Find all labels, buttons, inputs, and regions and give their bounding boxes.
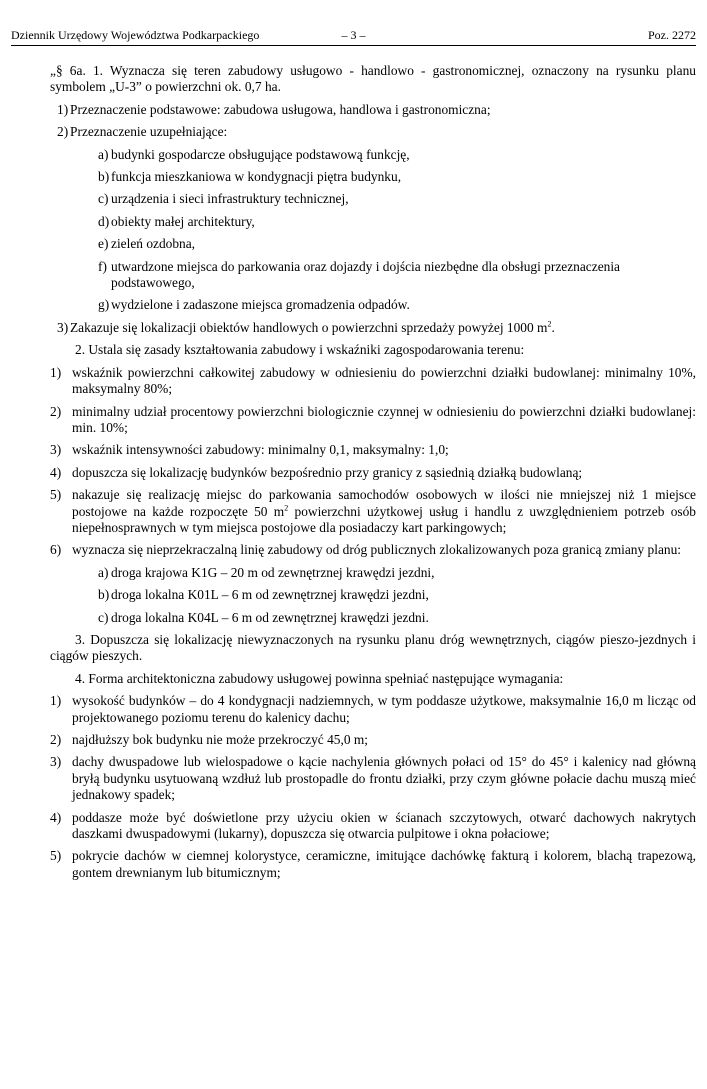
item-number: 4)	[50, 464, 62, 480]
item-number: 4)	[50, 809, 62, 825]
list-item	[50, 848, 696, 881]
item-text: najdłuższy bok budynku nie może przekroczyć 45,0 m;	[72, 732, 368, 747]
sub-item-text: funkcja mieszkaniowa w kondygnacji piętra budynku,	[111, 169, 402, 185]
sub-item	[50, 297, 696, 313]
sub-item	[50, 191, 696, 207]
sub-item-letter: a)	[98, 146, 109, 162]
item-number: 6)	[50, 542, 62, 558]
item-text: wyznacza się nieprzekraczalną linię zabudowy od dróg publicznych zlokalizowanych poza granicą zmiany planu:	[72, 542, 682, 558]
list-item	[50, 810, 696, 843]
sub-item-letter: c)	[98, 609, 109, 625]
sub-item-text: droga krajowa K1G – 20 m od zewnętrznej krawędzi jezdni,	[111, 564, 435, 580]
item-number: 2)	[50, 732, 62, 747]
position-number: Poz. 2272	[648, 28, 696, 42]
paragraph-intro: „§ 6a. 1. Wyznacza się teren zabudowy usługowo - handlowo - gastronomicznej, oznaczony na rysunku planu symbolem „U-3” o powierzchni ok. 0,7 ha.	[50, 63, 696, 95]
journal-title: Dziennik Urzędowy Województwa Podkarpackiego	[11, 28, 260, 42]
item-text: minimalny udział procentowy powierzchni biologicznie czynnej w odniesieniu do powierzchni działki budowlanej: min. 10%;	[72, 403, 696, 435]
paragraph-4: 4. Forma architektoniczna zabudowy usługowej powinna spełniać następujące wymagania:	[75, 670, 564, 686]
sub-item-letter: g)	[98, 297, 110, 313]
item-text: Przeznaczenie podstawowe: zabudowa usługowa, handlowa i gastronomiczna;	[70, 101, 491, 117]
sub-item-text: budynki gospodarcze obsługujące podstawową funkcję,	[111, 146, 410, 162]
superscript: 2	[284, 503, 289, 513]
sub-item-letter: e)	[98, 236, 109, 252]
item-number: 1)	[50, 364, 62, 380]
sub-item-letter: a)	[98, 564, 109, 580]
item-number: 5)	[50, 848, 62, 864]
paragraph-3: 3. Dopuszcza się lokalizację niewyznaczonych na rysunku planu dróg wewnętrznych, ciągów pieszo-jezdnych i ciągów pieszych.	[50, 631, 696, 664]
list-item	[50, 404, 696, 437]
sub-item-letter: b)	[98, 587, 110, 603]
item-text: Przeznaczenie uzupełniające:	[70, 124, 228, 140]
item-number: 3)	[50, 442, 62, 458]
list-item	[50, 124, 696, 140]
sub-item-text: obiekty małej architektury,	[111, 213, 255, 229]
sub-item	[50, 169, 696, 185]
item-number: 3)	[50, 754, 62, 770]
item-number: 5)	[50, 487, 62, 503]
item-text: wysokość budynków – do 4 kondygnacji nadziemnych, w tym poddasze użytkowe, maksymalnie 16,0 m licząc od projektowanego poziomu terenu do kalenicy dachu;	[72, 693, 696, 725]
item-text: poddasze może być doświetlone przy użyciu okien w ścianach szczytowych, otwarć dachowych nakrytych daszkami dwuspadowymi (lukarny), dopuszcza się otwarcia pulpitowe i okna połaciowe;	[72, 809, 696, 842]
item-text: nakazuje się realizację miejsc do parkowania samochodów osobowych w ilości nie mniejszej niż 1 miejsce postojowe na każde rozpoczęte 50 m	[72, 487, 696, 519]
item-text: wskaźnik powierzchni całkowitej zabudowy w odniesieniu do powierzchni działki budowlanej: minimalny 10%, maksymalny 80%;	[72, 364, 696, 397]
sub-item	[50, 147, 696, 163]
item-number: 2)	[57, 124, 69, 140]
sub-item	[50, 610, 696, 626]
sub-item-text: urządzenia i sieci infrastruktury technicznej,	[111, 191, 349, 207]
header-rule	[11, 45, 696, 46]
sub-item	[50, 565, 696, 581]
page-number: – 3 –	[341, 28, 366, 42]
sub-item-letter: d)	[98, 213, 110, 229]
sub-item	[50, 214, 696, 230]
list-item	[50, 102, 696, 118]
list-item	[50, 365, 696, 398]
item-text: pokrycie dachów w ciemnej kolorystyce, ceramiczne, imitujące dachówkę fakturą i kolorem, blachą trapezową, gontem drewnianym lub bitumicznym;	[72, 848, 696, 880]
sub-item	[50, 259, 696, 292]
sub-item-text: wydzielone i zadaszone miejsca gromadzenia odpadów.	[111, 297, 410, 313]
sub-item	[50, 236, 696, 252]
list-item	[50, 542, 696, 558]
sub-item-letter: c)	[98, 191, 109, 207]
list-item	[50, 320, 696, 336]
item-text: Zakazuje się lokalizacji obiektów handlowych o powierzchni sprzedaży powyżej 1000 m	[70, 319, 548, 335]
item-text-tail: .	[551, 319, 555, 335]
paragraph-2: 2. Ustala się zasady kształtowania zabudowy i wskaźniki zagospodarowania terenu:	[75, 342, 525, 358]
document-body	[50, 63, 696, 887]
item-number: 3)	[57, 319, 69, 335]
list-item	[50, 465, 696, 481]
list-item	[50, 693, 696, 726]
sub-item	[50, 587, 696, 603]
superscript: 2	[547, 319, 552, 329]
list-item	[50, 442, 696, 458]
list-item	[50, 754, 696, 803]
item-number: 1)	[50, 693, 62, 709]
list-item	[50, 487, 696, 536]
item-text-continued: powierzchni użytkowej usług i handlu z uwzględnieniem potrzeb osób niepełnosprawnych w tym miejsca postojowe dla posiadaczy kart parkingowych;	[72, 503, 696, 535]
sub-item-letter: b)	[98, 169, 110, 185]
sub-item-letter: f)	[98, 258, 107, 274]
sub-item-text: zieleń ozdobna,	[111, 236, 196, 252]
sub-item-text: droga lokalna K01L – 6 m od zewnętrznej krawędzi jezdni,	[111, 587, 429, 603]
item-number: 1)	[57, 101, 69, 117]
page-header	[11, 27, 696, 43]
item-number: 2)	[50, 403, 62, 419]
sub-item-text: utwardzone miejsca do parkowania oraz dojazdy i dojścia niezbędne dla obsługi przeznaczenia podstawowego,	[111, 258, 620, 291]
item-text: wskaźnik intensywności zabudowy: minimalny 0,1, maksymalny: 1,0;	[72, 442, 449, 458]
item-text: dachy dwuspadowe lub wielospadowe o kącie nachylenia głównych połaci od 15° do 45° i kalenicy nad główną bryłą budynku usytuowaną wzdłuż lub prostopadle do frontu działki, przy czym główne połacie dachu muszą mieć jednakowy spadek;	[72, 754, 696, 803]
item-text: dopuszcza się lokalizację budynków bezpośrednio przy granicy z sąsiednią działką budowlaną;	[72, 464, 583, 480]
sub-item-text: droga lokalna K04L – 6 m od zewnętrznej krawędzi jezdni.	[111, 609, 429, 625]
list-item	[50, 732, 696, 748]
